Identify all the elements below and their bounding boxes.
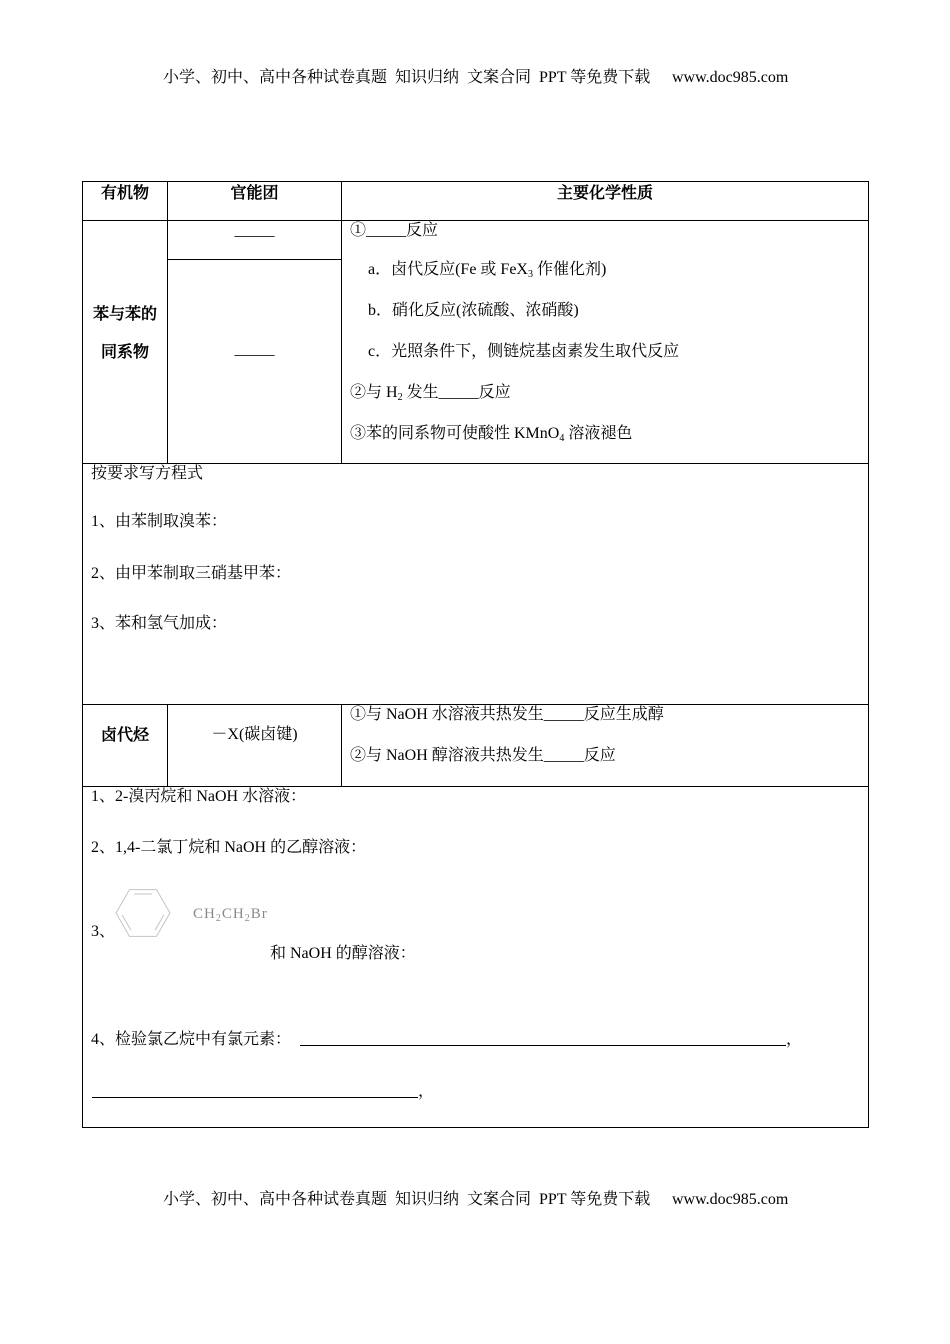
benzene-name-line-1: 苯与苯的 xyxy=(92,304,157,323)
property-2-text: ②与 H xyxy=(350,384,398,401)
benzene-property-a xyxy=(368,260,606,280)
footer-text: 小学、初中、高中各种试卷真题 知识归纳 文案合同 PPT 等免费下载 xyxy=(163,1191,651,1208)
equations-1-title: 按要求写方程式 xyxy=(91,465,204,482)
haloalkane-name-cell xyxy=(82,704,168,787)
property-3-text-end: 溶液褪色 xyxy=(564,425,633,442)
answer-blank-1 xyxy=(300,1045,786,1046)
benzene-property-1: ①_____反应 xyxy=(350,222,439,239)
property-3-subscript: 4 xyxy=(559,433,565,444)
haloalkane-name: 卤代烃 xyxy=(100,725,149,744)
ring-outline xyxy=(116,890,170,937)
benzene-group-top-blank: _____ xyxy=(234,222,275,239)
formula-sub-1: 2 xyxy=(215,913,222,924)
benzene-group-top-cell xyxy=(167,220,342,260)
header-cell-functional-group xyxy=(167,181,342,221)
formula-part-3: Br xyxy=(250,906,268,922)
benzene-name-line-2: 同系物 xyxy=(100,342,149,361)
header-cell-organic xyxy=(82,181,168,221)
structure-formula xyxy=(193,904,268,924)
double-bond-lower-left xyxy=(122,915,131,930)
equation-2-item-4-label: 4、检验氯乙烷中有氯元素： xyxy=(91,1031,292,1048)
benzene-property-2 xyxy=(350,383,511,403)
double-bond-lower-right xyxy=(155,915,164,930)
formula-sub-2: 2 xyxy=(244,913,251,924)
equation-item-1: 1、由苯制取溴苯： xyxy=(91,513,228,530)
formula-part-2: CH xyxy=(221,906,245,922)
property-3-text: ③苯的同系物可使酸性 KMnO xyxy=(350,425,560,442)
haloalkane-group: －X(碳卤键) xyxy=(211,726,298,743)
benzene-property-c: c．光照条件下，侧链烷基卤素发生取代反应 xyxy=(368,343,680,360)
haloalkane-group-cell xyxy=(167,704,342,787)
header-text: 小学、初中、高中各种试卷真题 知识归纳 文案合同 PPT 等免费下载 xyxy=(163,69,651,86)
header-label-organic: 有机物 xyxy=(100,183,149,202)
equation-2-item-2: 2、1,4-二氯丁烷和 NaOH 的乙醇溶液： xyxy=(91,839,367,856)
formula-part-1: CH xyxy=(193,906,216,922)
property-2-text-end: 发生_____反应 xyxy=(402,384,511,401)
haloalkane-properties-cell xyxy=(341,704,869,787)
equation-2-item-1: 1、2-溴丙烷和 NaOH 水溶液： xyxy=(91,788,307,805)
benzene-group-bottom-blank: _____ xyxy=(234,341,275,358)
header-label-properties: 主要化学性质 xyxy=(556,183,653,202)
haloalkane-property-1: ①与 NaOH 水溶液共热发生_____反应生成醇 xyxy=(350,706,664,723)
property-2-subscript: 2 xyxy=(397,392,403,403)
property-a-text-end: 作催化剂) xyxy=(533,261,607,278)
equation-item-2: 2、由甲苯制取三硝基甲苯： xyxy=(91,565,292,582)
header-cell-properties xyxy=(341,181,869,221)
equation-item-3: 3、苯和氢气加成： xyxy=(91,615,228,632)
header-site: www.doc985.com xyxy=(672,69,789,86)
haloalkane-property-2: ②与 NaOH 醇溶液共热发生_____反应 xyxy=(350,747,616,764)
benzene-property-b: b．硝化反应(浓硫酸、浓硝酸) xyxy=(368,302,579,319)
equation-2-item-3-number: 3、 xyxy=(91,923,116,940)
property-a-subscript: 3 xyxy=(528,269,533,280)
equations-2-cell xyxy=(82,786,869,1128)
equations-1-cell xyxy=(82,463,869,705)
answer-blank-1-comma: ， xyxy=(786,1031,803,1048)
benzene-properties-cell xyxy=(341,220,869,464)
answer-blank-2 xyxy=(92,1097,418,1098)
benzene-name-cell xyxy=(82,220,168,464)
equation-2-item-3-text: 和 NaOH 的醇溶液： xyxy=(270,945,416,962)
footer-site: www.doc985.com xyxy=(672,1191,789,1208)
benzene-ring-structure xyxy=(115,886,171,940)
header-label-functional-group: 官能团 xyxy=(230,183,279,202)
benzene-property-3 xyxy=(350,424,632,444)
answer-blank-2-comma: ， xyxy=(418,1083,435,1100)
benzene-group-bottom-cell xyxy=(167,259,342,464)
property-a-text: a．卤代反应(Fe 或 FeX xyxy=(368,261,528,278)
